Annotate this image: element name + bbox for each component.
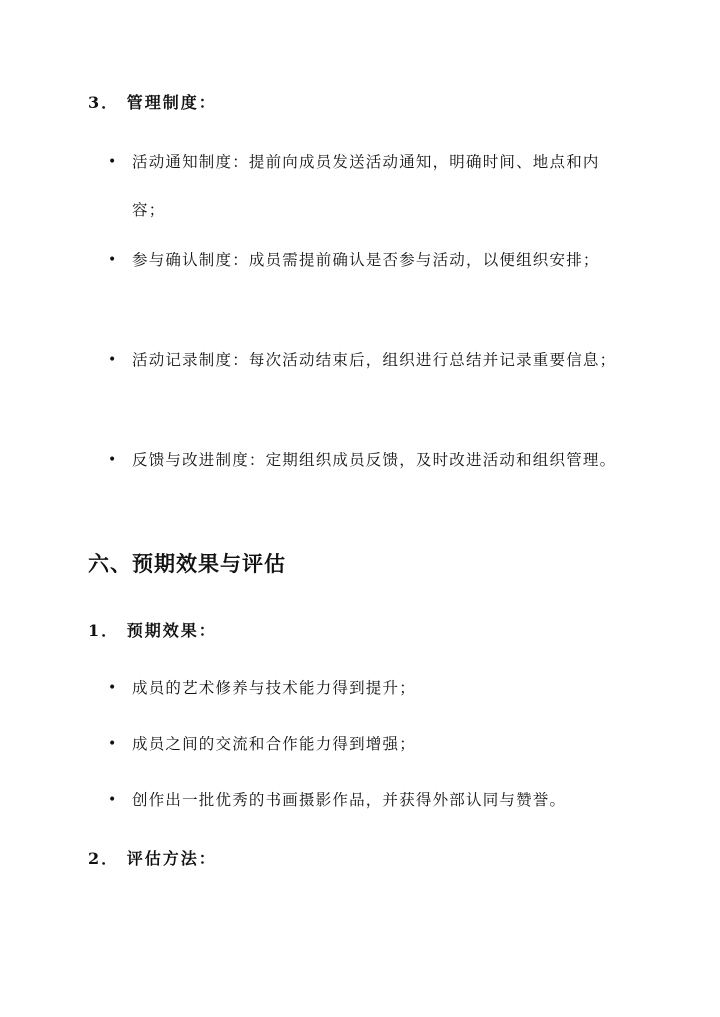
bullet-icon: • [108,680,117,696]
management-heading: 3． 管理制度： [88,93,217,112]
list-item-text: 参与确认制度：成员需提前确认是否参与活动，以便组织安排； [132,251,600,269]
bullet-icon: • [108,736,117,752]
list-item-text: 创作出一批优秀的书画摄影作品，并获得外部认同与赞誉。 [132,791,567,809]
effects-heading: 1． 预期效果： [88,621,217,640]
list-item-text: 反馈与改进制度：定期组织成员反馈，及时改进活动和组织管理。 [132,451,617,469]
list-item-text: 成员之间的交流和合作能力得到增强； [132,735,416,753]
bullet-icon: • [108,792,117,808]
bullet-icon: • [108,452,117,468]
bullet-icon: • [108,352,117,368]
evaluation-heading: 2． 评估方法： [88,849,217,868]
list-item-text: 成员的艺术修养与技术能力得到提升； [132,679,416,697]
bullet-icon: • [108,252,117,268]
list-item-text: 活动记录制度：每次活动结束后，组织进行总结并记录重要信息； [132,351,617,369]
section-title: 六、预期效果与评估 [88,551,286,576]
list-item-text: 活动通知制度：提前向成员发送活动通知，明确时间、地点和内容； [132,153,600,219]
bullet-icon: • [108,154,117,170]
